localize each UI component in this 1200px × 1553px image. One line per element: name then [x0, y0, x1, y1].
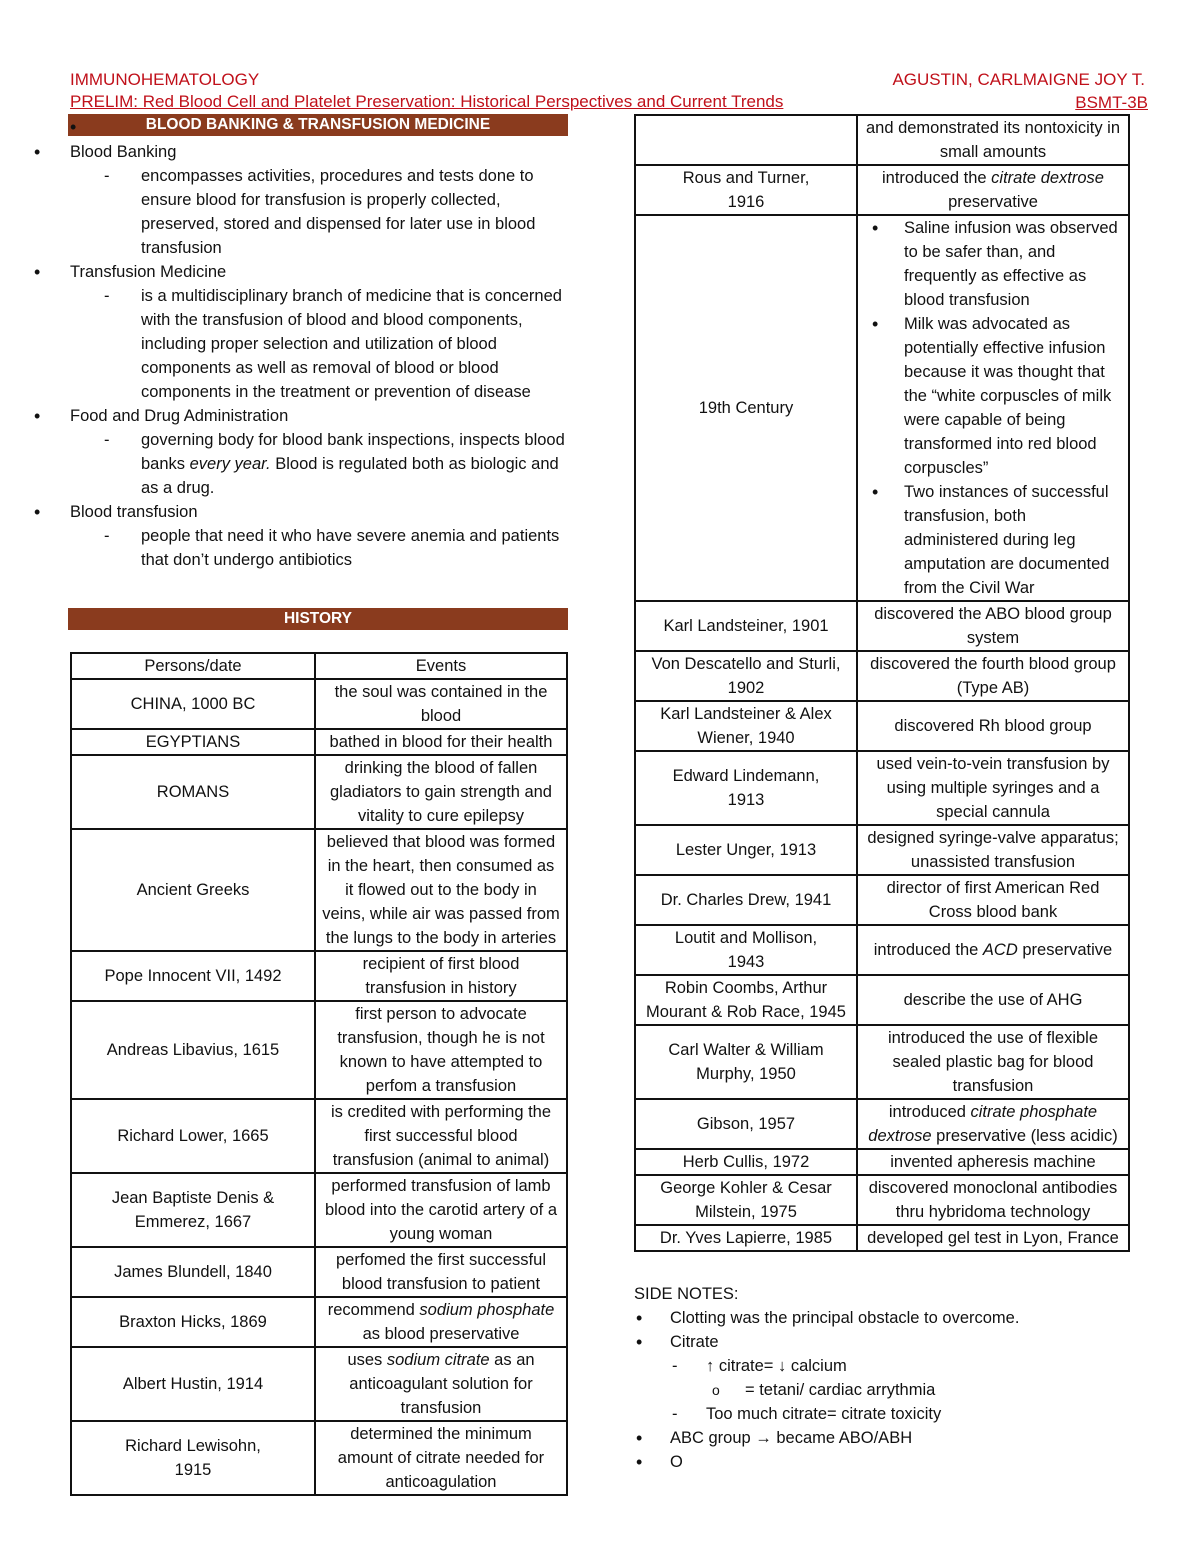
table-row: George Kohler & Cesar Milstein, 1975 discovered monoclonal antibodies thru hybridoma technology [635, 1175, 1129, 1225]
side-note-subitem: - ↑ citrate= ↓ calcium [634, 1354, 1130, 1378]
table-row: Albert Hustin, 1914 uses sodium citrate as an anticoagulant solution for transfusion [71, 1347, 567, 1421]
history-table-left [70, 652, 568, 1496]
table-row: Robin Coombs, Arthur Mourant & Rob Race, 1945 describe the use of AHG [635, 975, 1129, 1025]
definition-item [34, 140, 568, 164]
section-banner-history: HISTORY [68, 608, 568, 630]
history-table-right [634, 114, 1130, 1252]
side-note-item: • Citrate [634, 1330, 1130, 1354]
table-row: Herb Cullis, 1972 invented apheresis machine [635, 1149, 1129, 1175]
table-row: and demonstrated its nontoxicity in small amounts [635, 115, 1129, 165]
class-section: BSMT-3B [1075, 93, 1148, 112]
table-row: Karl Landsteiner & Alex Wiener, 1940 discovered Rh blood group [635, 701, 1129, 751]
bullet-icon: • [34, 406, 41, 426]
table-row: Ancient Greeks believed that blood was formed in the heart, then consumed as it flowed out to the body in veins, while air was passed from the lungs to the body in arteries [71, 829, 567, 951]
definition-item [34, 260, 568, 284]
table-row: Loutit and Mollison, 1943 introduced the ACD preservative [635, 925, 1129, 975]
side-note-item: • ABC group → became ABO/ABH [634, 1426, 1130, 1450]
definition-desc: - governing body for blood bank inspections, inspects blood banks every year. Blood is regulated both as biologic and as a drug. [68, 428, 568, 500]
table-row: Gibson, 1957 introduced citrate phosphate dextrose preservative (less acidic) [635, 1099, 1129, 1149]
definitions-block [34, 140, 568, 1496]
table-row: Karl Landsteiner, 1901 discovered the ABO blood group system [635, 601, 1129, 651]
left-column: BLOOD BANKING & TRANSFUSION MEDICINE • [68, 114, 568, 115]
definition-desc: - encompasses activities, procedures and tests done to ensure blood for transfusion is properly collected, preserved, stored and dispensed for later use in blood transfusion [68, 164, 568, 260]
bullet-list [864, 216, 1122, 600]
definition-item [34, 500, 568, 524]
table-row: Pope Innocent VII, 1492 recipient of first blood transfusion in history [71, 951, 567, 1001]
side-notes-heading: SIDE NOTES: [634, 1285, 739, 1303]
table-row: Braxton Hicks, 1869 recommend sodium phosphate as blood preservative [71, 1297, 567, 1347]
side-note-subsubitem: o = tetani/ cardiac arrythmia [634, 1378, 1130, 1402]
table-header-row [71, 653, 567, 679]
list-item: • Milk was advocated as potentially effective infusion because it was thought that the “white corpuscles of milk were capable of being transformed into red blood corpuscles” [864, 312, 1122, 480]
table-row: Edward Lindemann, 1913 used vein-to-vein transfusion by using multiple syringes and a special cannula [635, 751, 1129, 825]
table-row: Jean Baptiste Denis & Emmerez, 1667 performed transfusion of lamb blood into the carotid artery of a young woman [71, 1173, 567, 1247]
side-notes [634, 1282, 1130, 1474]
list-item: • Two instances of successful transfusion, both administered during leg amputation are documented from the Civil War [864, 480, 1122, 600]
column-header-persons: Persons/date [71, 653, 315, 679]
bullet-icon: • [34, 262, 41, 282]
table-row: Richard Lewisohn, 1915 determined the minimum amount of citrate needed for anticoagulation [71, 1421, 567, 1495]
definition-term: Food and Drug Administration [70, 407, 289, 425]
definition-desc: - people that need it who have severe anemia and patients that don’t undergo antibiotics [68, 524, 568, 572]
table-row: Andreas Libavius, 1615 first person to advocate transfusion, though he is not known to have attempted to perfom a transfusion [71, 1001, 567, 1099]
course-title: IMMUNOHEMATOLOGY [70, 70, 260, 89]
table-row: Lester Unger, 1913 designed syringe-valve apparatus; unassisted transfusion [635, 825, 1129, 875]
definition-desc: - is a multidisciplinary branch of medicine that is concerned with the transfusion of blood and blood components, including proper selection and utilization of blood components as well as removal of blood or blood components in the treatment or prevention of disease [68, 284, 568, 404]
bullet-icon: • [34, 142, 41, 162]
table-row: Von Descatello and Sturli, 1902 discovered the fourth blood group (Type AB) [635, 651, 1129, 701]
author-name: AGUSTIN, CARLMAIGNE JOY T. [892, 70, 1145, 89]
table-row: CHINA, 1000 BC the soul was contained in the blood [71, 679, 567, 729]
table-row: Richard Lower, 1665 is credited with performing the first successful blood transfusion (animal to animal) [71, 1099, 567, 1173]
bullet-icon: • [34, 502, 41, 522]
table-row: Dr. Charles Drew, 1941 director of first American Red Cross blood bank [635, 875, 1129, 925]
list-item: • Saline infusion was observed to be safer than, and frequently as effective as blood transfusion [864, 216, 1122, 312]
definition-term: Blood transfusion [70, 503, 198, 521]
table-row: 19th Century • Saline infusion was observed to be safer than, and frequently as effective as blood transfusion • Milk was advocated as potentially effective infusion because it was thought that the “white corpuscles of milk were capable of being transformed into red blood corpuscles” • Two instances of successful transfusion, both administered during leg amputation are documented from the Civil War [635, 215, 1129, 601]
definition-term: Blood Banking [70, 143, 177, 161]
table-row: Dr. Yves Lapierre, 1985 developed gel test in Lyon, France [635, 1225, 1129, 1251]
document-subtitle: PRELIM: Red Blood Cell and Platelet Preservation: Historical Perspectives and Current Trends [70, 92, 784, 111]
table-row: James Blundell, 1840 perfomed the first successful blood transfusion to patient [71, 1247, 567, 1297]
table-row: ROMANS drinking the blood of fallen gladiators to gain strength and vitality to cure epilepsy [71, 755, 567, 829]
definition-item [34, 404, 568, 428]
section-banner-blood-banking: BLOOD BANKING & TRANSFUSION MEDICINE [68, 114, 568, 136]
side-note-subitem: - Too much citrate= citrate toxicity [634, 1402, 1130, 1426]
side-note-item: • O [634, 1450, 1130, 1474]
table-row: Rous and Turner, 1916 introduced the citrate dextrose preservative [635, 165, 1129, 215]
table-row: EGYPTIANS bathed in blood for their health [71, 729, 567, 755]
table-row: Carl Walter & William Murphy, 1950 introduced the use of flexible sealed plastic bag for blood transfusion [635, 1025, 1129, 1099]
side-note-item: • Clotting was the principal obstacle to overcome. [634, 1306, 1130, 1330]
column-header-events: Events [315, 653, 567, 679]
right-column [634, 114, 1130, 1474]
definition-term: Transfusion Medicine [70, 263, 227, 281]
